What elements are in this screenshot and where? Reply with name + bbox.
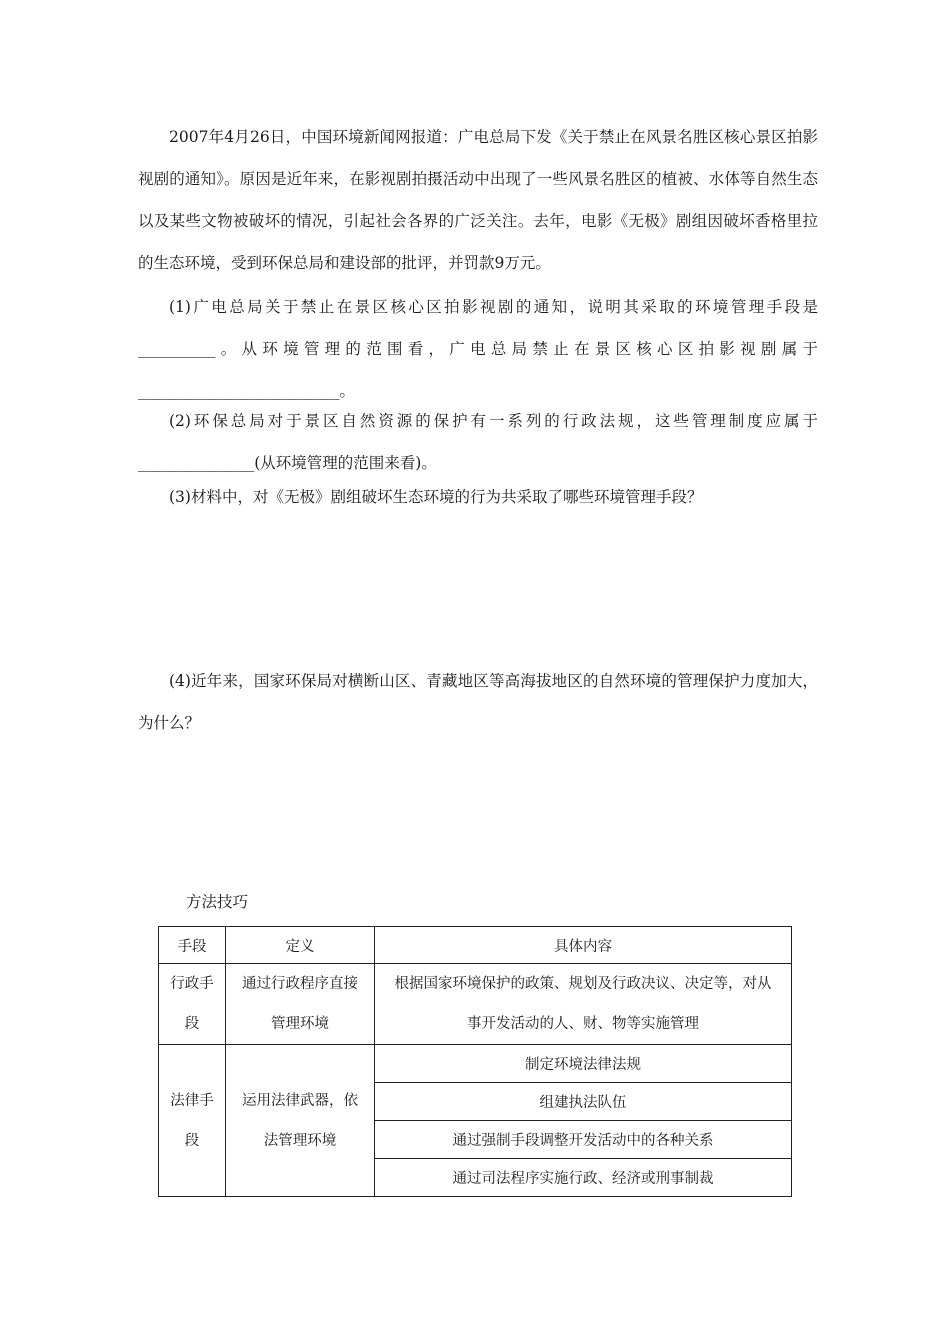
methods-table	[158, 926, 792, 1197]
question-2: (2)环保总局对于景区自然资源的保护有一系列的行政法规，这些管理制度应属于_______________(从环境管理的范围来看)。	[138, 412, 818, 472]
content-legal-item: 通过强制手段调整开发活动中的各种关系	[375, 1121, 792, 1159]
question-4: (4)近年来，国家环保局对横断山区、青藏地区等高海拔地区的自然环境的管理保护力度加大，为什么？	[138, 672, 818, 732]
means-administrative: 行政手段	[159, 964, 226, 1045]
header-definition: 定义	[226, 927, 375, 964]
content-administrative: 根据国家环境保护的政策、规划及行政决议、决定等，对从事开发活动的人、财、物等实施管理	[375, 964, 792, 1045]
content-legal-item: 组建执法队伍	[375, 1083, 792, 1121]
content-legal-item: 通过司法程序实施行政、经济或刑事制裁	[375, 1159, 792, 1197]
means-legal: 法律手段	[159, 1045, 226, 1197]
table-header-row	[159, 927, 792, 964]
header-means: 手段	[159, 927, 226, 964]
definition-administrative: 通过行政程序直接管理环境	[226, 964, 375, 1045]
header-content: 具体内容	[375, 927, 792, 964]
content-legal-item: 制定环境法律法规	[375, 1045, 792, 1083]
table-row-legal	[159, 1045, 792, 1083]
question-3: (3)材料中，对《无极》剧组破坏生态环境的行为共采取了哪些环境管理手段？	[169, 488, 703, 506]
intro-paragraph: 2007年4月26日，中国环境新闻网报道：广电总局下发《关于禁止在风景名胜区核心景区拍影视剧的通知》。原因是近年来，在影视剧拍摄活动中出现了一些风景名胜区的植被、水体等自然生态以及某些文物被破坏的情况，引起社会各界的广泛关注。去年，电影《无极》剧组因破坏香格里拉的生态环境，受到环保总局和建设部的批评，并罚款9万元。	[138, 128, 818, 272]
section-title: 方法技巧	[186, 893, 249, 911]
table-row-administrative	[159, 964, 792, 1045]
question-1: (1)广电总局关于禁止在景区核心区拍影视剧的通知，说明其采取的环境管理手段是__________。从环境管理的范围看，广电总局禁止在景区核心区拍影视剧属于__________________________。	[138, 298, 818, 400]
definition-legal: 运用法律武器，依法管理环境	[226, 1045, 375, 1197]
